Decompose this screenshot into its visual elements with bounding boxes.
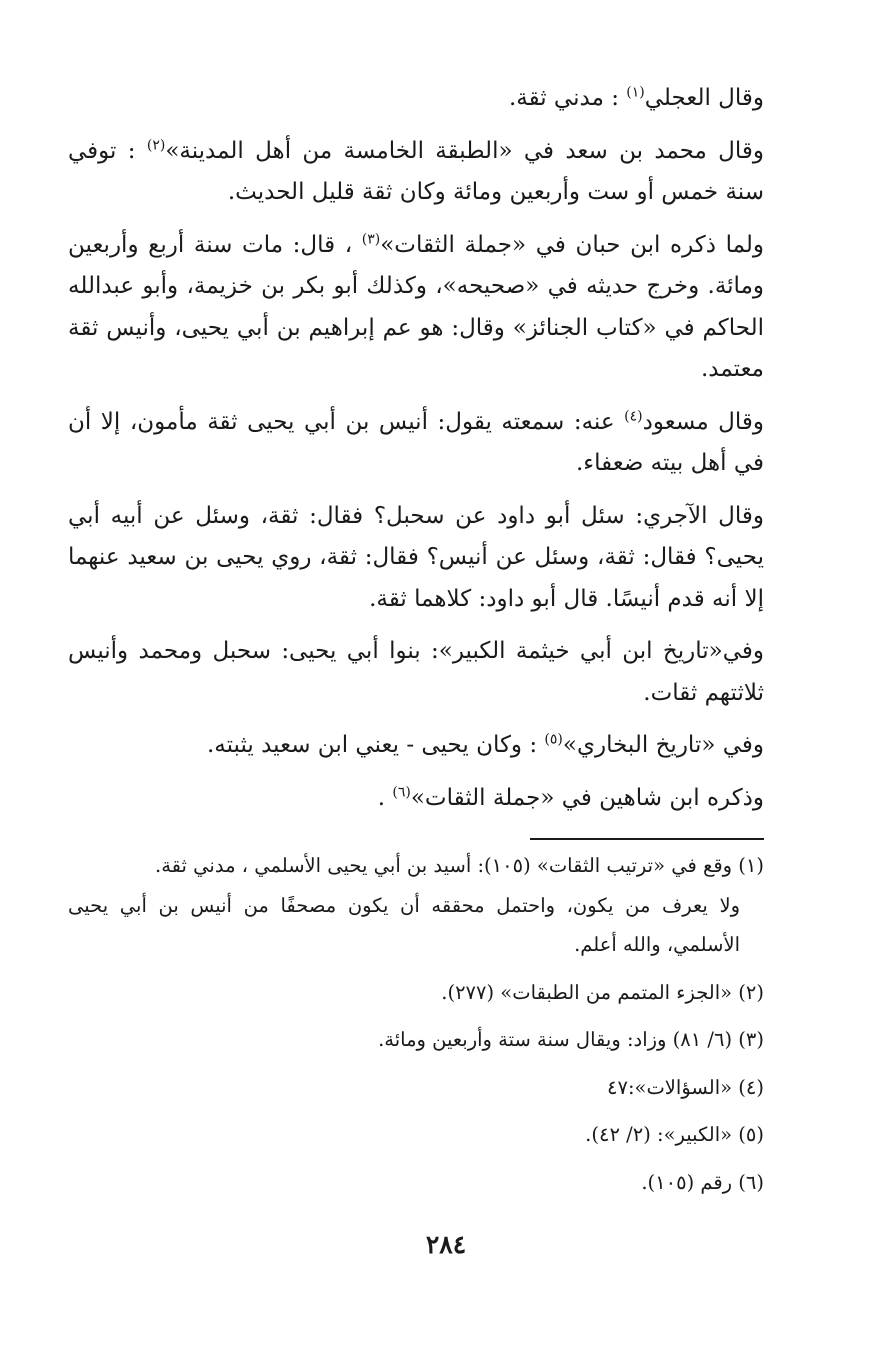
footnotes: [68, 846, 764, 1210]
footnote-label: (١): [738, 854, 764, 877]
paragraph-text: .: [377, 784, 393, 811]
paragraph-text: وقال الآجري: سئل أبو داود عن سحبل؟ فقال: ثقة، وسئل عن أبيه أبي يحيى؟ فقال: ثقة، وسئل عن أنيس؟ فقال: ثقة، روي يحيى بن سعيد عنهما إلا أنه قدم أنيسًا. قال أبو داود: كلاهما ثقة.: [68, 502, 764, 612]
footnote-text: رقم (١٠٥).: [641, 1170, 739, 1194]
footnote-ref: (٤): [624, 407, 643, 424]
page-number: ٢٨٤: [425, 1230, 467, 1259]
footnote-ref: (٦): [392, 783, 411, 800]
footnote: [68, 1115, 764, 1155]
paragraph-text: : مدني ثقة.: [508, 85, 627, 111]
footnote-text: «السؤالات»:٤٧: [606, 1075, 739, 1099]
paragraph-text: وذكره ابن شاهين في «جملة الثقات»: [410, 784, 764, 811]
footnote-label: (٥): [738, 1123, 764, 1146]
paragraph-text: عنه: سمعته يقول: أنيس بن أبي يحيى ثقة مأمون، إلا أن في أهل بيته ضعفاء.: [68, 408, 764, 476]
footnote-ref: (٢): [146, 136, 166, 153]
paragraph-text: ولما ذكره ابن حبان في «جملة الثقات»: [380, 231, 764, 258]
paragraph: [68, 496, 764, 621]
footnote-label: (٢): [738, 980, 764, 1004]
footnote-continuation: ولا يعرف من يكون، واحتمل محققه أن يكون مصحفًا من أنيس بن أبي يحيى الأسلمي، والله أعلم.: [68, 893, 740, 956]
main-text: [68, 78, 764, 830]
paragraph-text: وفي«تاريخ ابن أبي خيثمة الكبير»: بنوا أبي يحيى: سحبل ومحمد وأنيس ثلاثتهم ثقات.: [68, 638, 764, 706]
footnote-text: (٦/ ٨١) وزاد: ويقال سنة ستة وأربعين ومائة.: [378, 1028, 739, 1051]
paragraph-text: وفي «تاريخ البخاري»: [562, 732, 764, 758]
paragraph-text: وقال العجلي: [644, 85, 764, 111]
footnote: [68, 973, 764, 1013]
paragraph: [68, 402, 764, 485]
paragraph-text: وقال مسعود: [642, 408, 764, 435]
footnote-label: (٦): [738, 1170, 764, 1194]
footnote-divider: [530, 838, 764, 840]
paragraph: [68, 778, 764, 820]
footnote: [68, 1068, 764, 1108]
paragraph-text: : توفي سنة خمس أو ست وأربعين ومائة وكان ثقة قليل الحديث.: [68, 137, 764, 205]
paragraph: [68, 631, 764, 714]
footnote-text: «الجزء المتمم من الطبقات» (٢٧٧).: [441, 980, 739, 1004]
footnote-label: (٤): [738, 1075, 764, 1099]
paragraph: [68, 78, 764, 120]
footnote-text: وقع في «ترتيب الثقات» (١٠٥): أسيد بن أبي يحيى الأسلمي ، مدني ثقة.: [155, 854, 739, 877]
paragraph-text: وقال محمد بن سعد في «الطبقة الخامسة من أهل المدينة»: [165, 137, 764, 164]
footnote-text: «الكبير»: (٢/ ٤٢).: [585, 1123, 739, 1146]
footnote: [68, 1020, 764, 1060]
footnote-label: (٣): [738, 1028, 764, 1051]
paragraph: [68, 225, 764, 391]
paragraph: [68, 725, 764, 767]
footnote-ref: (١): [626, 84, 645, 101]
footnote: [68, 846, 764, 965]
paragraph-text: ، قال: مات سنة أربع وأربعين ومائة. وخرج حديثه في «صحيحه»، وكذلك أبو بكر بن خزيمة، وأبو عبدالله الحاكم في «كتاب الجنائز» وقال: هو عم إبراهيم بن أبي يحيى، وأنيس ثقة معتمد.: [68, 231, 764, 382]
footnote-ref: (٥): [544, 731, 563, 748]
footnote-ref: (٣): [361, 230, 381, 247]
paragraph-text: : وكان يحيى - يعني ابن سعيد يثبته.: [206, 732, 545, 758]
paragraph: [68, 131, 764, 214]
footnote: [68, 1163, 764, 1203]
